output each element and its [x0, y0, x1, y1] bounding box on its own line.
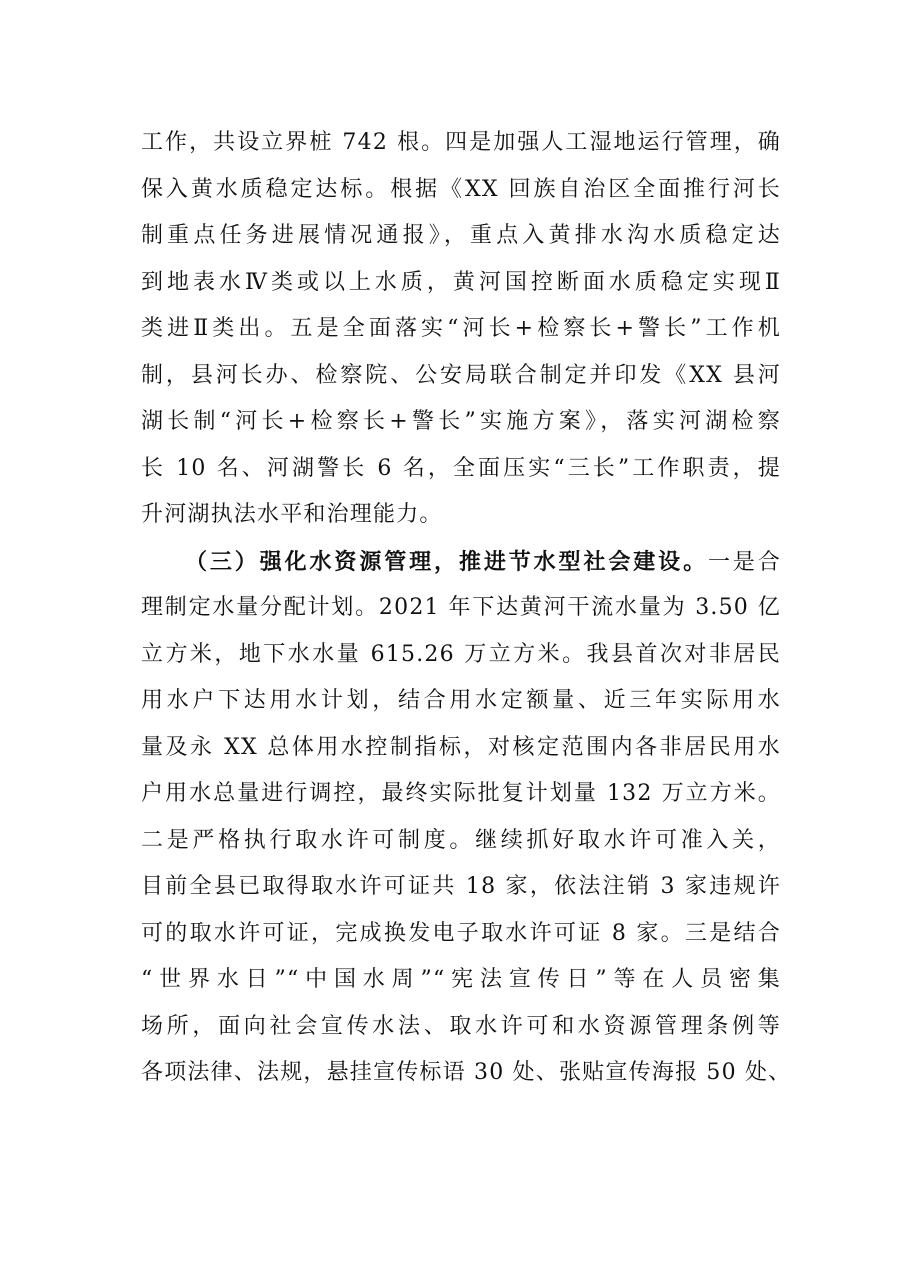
text-line: “世界水日”“中国水周”“宪法宣传日”等在人员密集	[141, 967, 781, 992]
text-line: 立方米，地下水水量 615.26 万立方米。我县首次对非居民	[141, 641, 781, 667]
text-line: 升河湖执法水平和治理能力。	[141, 502, 443, 527]
text-line: 户用水总量进行调控，最终实际批复计划量 132 万立方米。	[141, 781, 781, 806]
section-heading: （三）强化水资源管理，推进节水型社会建设。	[185, 548, 708, 575]
text-line: 各项法律、法规，悬挂宣传标语 30 处、张贴宣传海报 50 处、	[141, 1060, 792, 1085]
text-line: 工作，共设立界桩 742 根。四是加强人工湿地运行管理，确	[141, 130, 781, 155]
text-line: 场所，面向社会宣传水法、取水许可和水资源管理条例等	[141, 1013, 781, 1039]
paragraph-2	[141, 539, 792, 1097]
text-line: 制，县河长办、检察院、公安局联合制定并印发《XX 县河	[141, 362, 781, 388]
text-line: 可的取水许可证，完成换发电子取水许可证 8 家。三是结合	[141, 920, 781, 946]
text-line: 理制定水量分配计划。2021 年下达黄河干流水量为 3.50 亿	[141, 595, 781, 620]
text-line: 目前全县已取得取水许可证共 18 家，依法注销 3 家违规许	[141, 874, 781, 899]
text-line: 保入黄水质稳定达标。根据《XX 回族自治区全面推行河长	[141, 176, 781, 202]
text-line: 二是严格执行取水许可制度。继续抓好取水许可准入关，	[141, 827, 781, 853]
text-line: 长 10 名、河湖警长 6 名，全面压实“三长”工作职责，提	[141, 455, 781, 481]
document-body	[141, 120, 792, 1097]
text-line: 制重点任务进展情况通报》，重点入黄排水沟水质稳定达	[141, 223, 781, 248]
text-line: 量及永 XX 总体用水控制指标，对核定范围内各非居民用水	[141, 734, 781, 760]
text-line	[141, 539, 781, 586]
heading-continuation: 一是合	[707, 549, 781, 575]
paragraph-1	[141, 120, 781, 539]
text-line: 到地表水Ⅳ类或以上水质，黄河国控断面水质稳定实现Ⅱ	[141, 269, 781, 295]
text-line: 湖长制“河长+检察长+警长”实施方案》，落实河湖检察	[141, 409, 781, 434]
text-line: 用水户下达用水计划，结合用水定额量、近三年实际用水	[141, 688, 781, 713]
text-line: 类进Ⅱ类出。五是全面落实“河长+检察长+警长”工作机	[141, 316, 781, 341]
